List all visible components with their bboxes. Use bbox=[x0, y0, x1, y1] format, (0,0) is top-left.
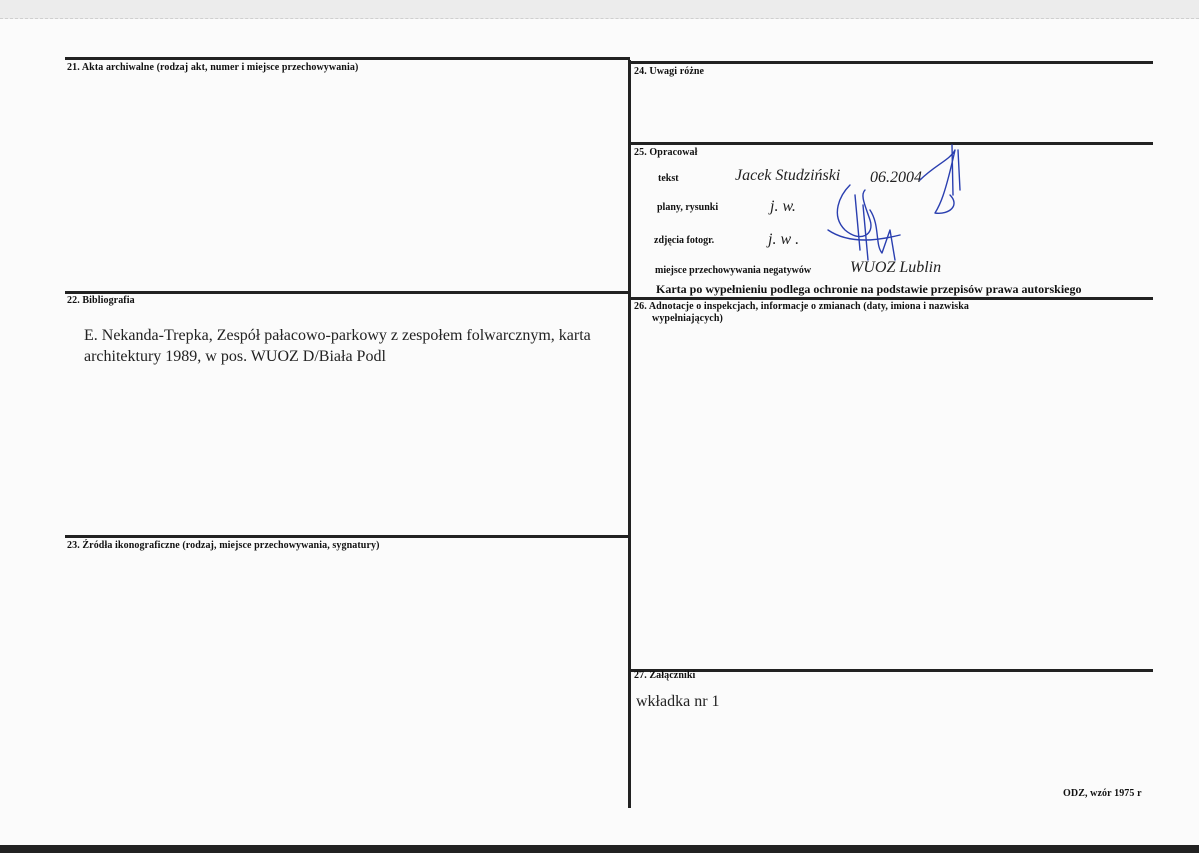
value-miejsce: WUOZ Lublin bbox=[850, 259, 942, 276]
attachments-text: wkładka nr 1 bbox=[636, 693, 720, 710]
label-plany: plany, rysunki bbox=[657, 202, 719, 213]
rule-section-26 bbox=[628, 297, 1153, 300]
handwritten-signature bbox=[820, 135, 980, 275]
rule-section-22 bbox=[65, 291, 630, 294]
rule-section-24 bbox=[628, 61, 1153, 64]
footer-form-version: ODZ, wzór 1975 r bbox=[1063, 788, 1142, 799]
label-section-27: 27. Załączniki bbox=[634, 670, 696, 681]
rule-section-23 bbox=[65, 535, 630, 538]
value-plany: j. w. bbox=[770, 198, 796, 215]
scan-top-edge bbox=[0, 0, 1199, 19]
value-tekst: Jacek Studziński bbox=[735, 167, 841, 184]
label-section-21: 21. Akta archiwalne (rodzaj akt, numer i miejsce przechowywania) bbox=[67, 62, 359, 73]
label-section-23: 23. Źródła ikonograficzne (rodzaj, miejsce przechowywania, sygnatury) bbox=[67, 540, 380, 551]
label-section-26-line1: 26. Adnotacje o inspekcjach, informacje o zmianach (daty, imiona i nazwiska bbox=[634, 301, 969, 312]
label-section-24: 24. Uwagi różne bbox=[634, 66, 705, 77]
label-section-25: 25. Opracował bbox=[634, 147, 698, 158]
label-zdjecia: zdjęcia fotogr. bbox=[654, 235, 715, 246]
bibliography-text: E. Nekanda-Trepka, Zespół pałacowo-parkowy z zespołem folwarcznym, karta architektury 1989, w pos. WUOZ D/Biała Podl bbox=[84, 327, 591, 365]
copyright-note: Karta po wypełnieniu podlega ochronie na podstawie przepisów prawa autorskiego bbox=[656, 282, 1082, 296]
scan-bottom-edge bbox=[0, 845, 1199, 853]
label-section-26-line2: wypełniających) bbox=[652, 313, 723, 324]
rule-section-21 bbox=[65, 57, 630, 60]
value-zdjecia: j. w . bbox=[768, 231, 800, 248]
label-miejsce: miejsce przechowywania negatywów bbox=[655, 265, 812, 276]
label-section-22: 22. Bibliografia bbox=[67, 295, 135, 306]
center-divider bbox=[628, 60, 631, 808]
value-date: 06.2004 bbox=[870, 169, 922, 186]
rule-section-27 bbox=[628, 669, 1153, 672]
label-tekst: tekst bbox=[658, 173, 679, 184]
